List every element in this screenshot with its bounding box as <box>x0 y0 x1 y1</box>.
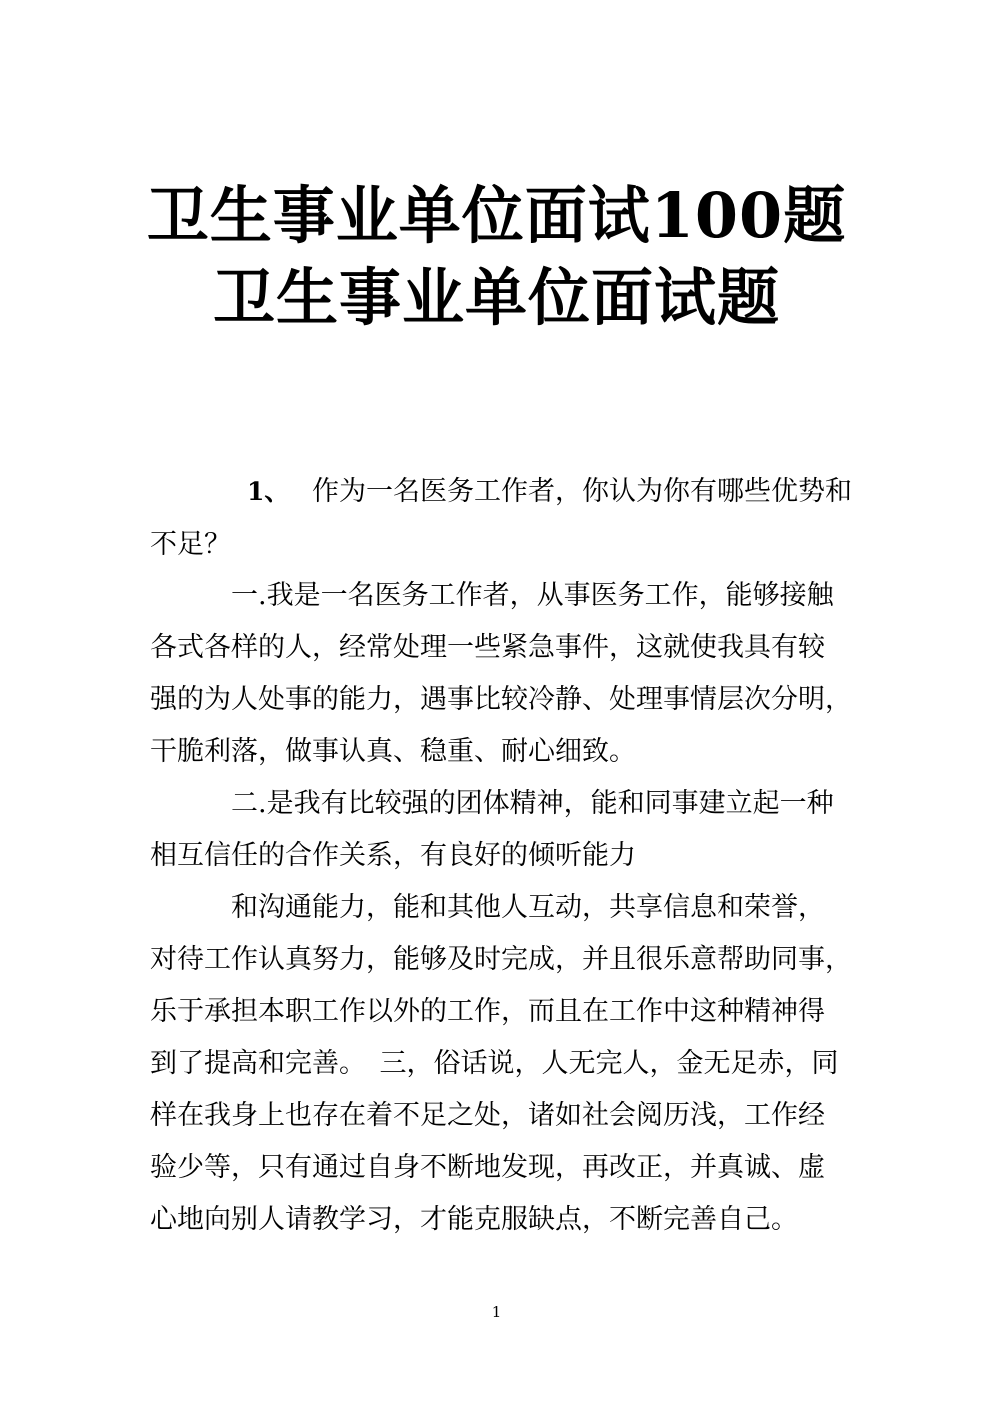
answer-line: 和沟通能力，能和其他人互动，共享信息和荣誉， <box>231 892 825 923</box>
answer-line: 乐于承担本职工作以外的工作，而且在工作中这种精神得 <box>150 996 825 1027</box>
answer-line: 心地向别人请教学习，才能克服缺点，不断完善自己。 <box>150 1204 798 1235</box>
answer-line: 一.我是一名医务工作者，从事医务工作，能够接触 <box>231 580 834 611</box>
page-title-line-2: 卫生事业单位面试题 <box>212 261 780 334</box>
question-number: 1、 <box>247 477 290 506</box>
page-title-line-1: 卫生事业单位面试100题 <box>146 179 847 252</box>
answer-line: 样在我身上也存在着不足之处，诸如社会阅历浅，工作经 <box>150 1100 825 1131</box>
question-text-line-2: 不足？ <box>150 529 231 560</box>
answer-line: 验少等，只有通过自身不断地发现，再改正，并真诚、虚 <box>150 1152 825 1183</box>
answer-line: 干脆利落，做事认真、稳重、耐心细致。 <box>150 736 636 767</box>
page-number: 1 <box>491 1303 502 1321</box>
answer-line: 强的为人处事的能力，遇事比较冷静、处理事情层次分明， <box>150 684 852 715</box>
answer-line: 到了提高和完善。 三，俗话说，人无完人，金无足赤，同 <box>150 1048 839 1079</box>
question-text-line-1: 作为一名医务工作者，你认为你有哪些优势和 <box>312 476 852 507</box>
answer-line: 相互信任的合作关系，有良好的倾听能力 <box>150 840 636 871</box>
answer-line: 二.是我有比较强的团体精神，能和同事建立起一种 <box>231 788 834 819</box>
answer-line: 对待工作认真努力，能够及时完成，并且很乐意帮助同事， <box>150 944 852 975</box>
answer-line: 各式各样的人，经常处理一些紧急事件，这就使我具有较 <box>150 632 825 663</box>
